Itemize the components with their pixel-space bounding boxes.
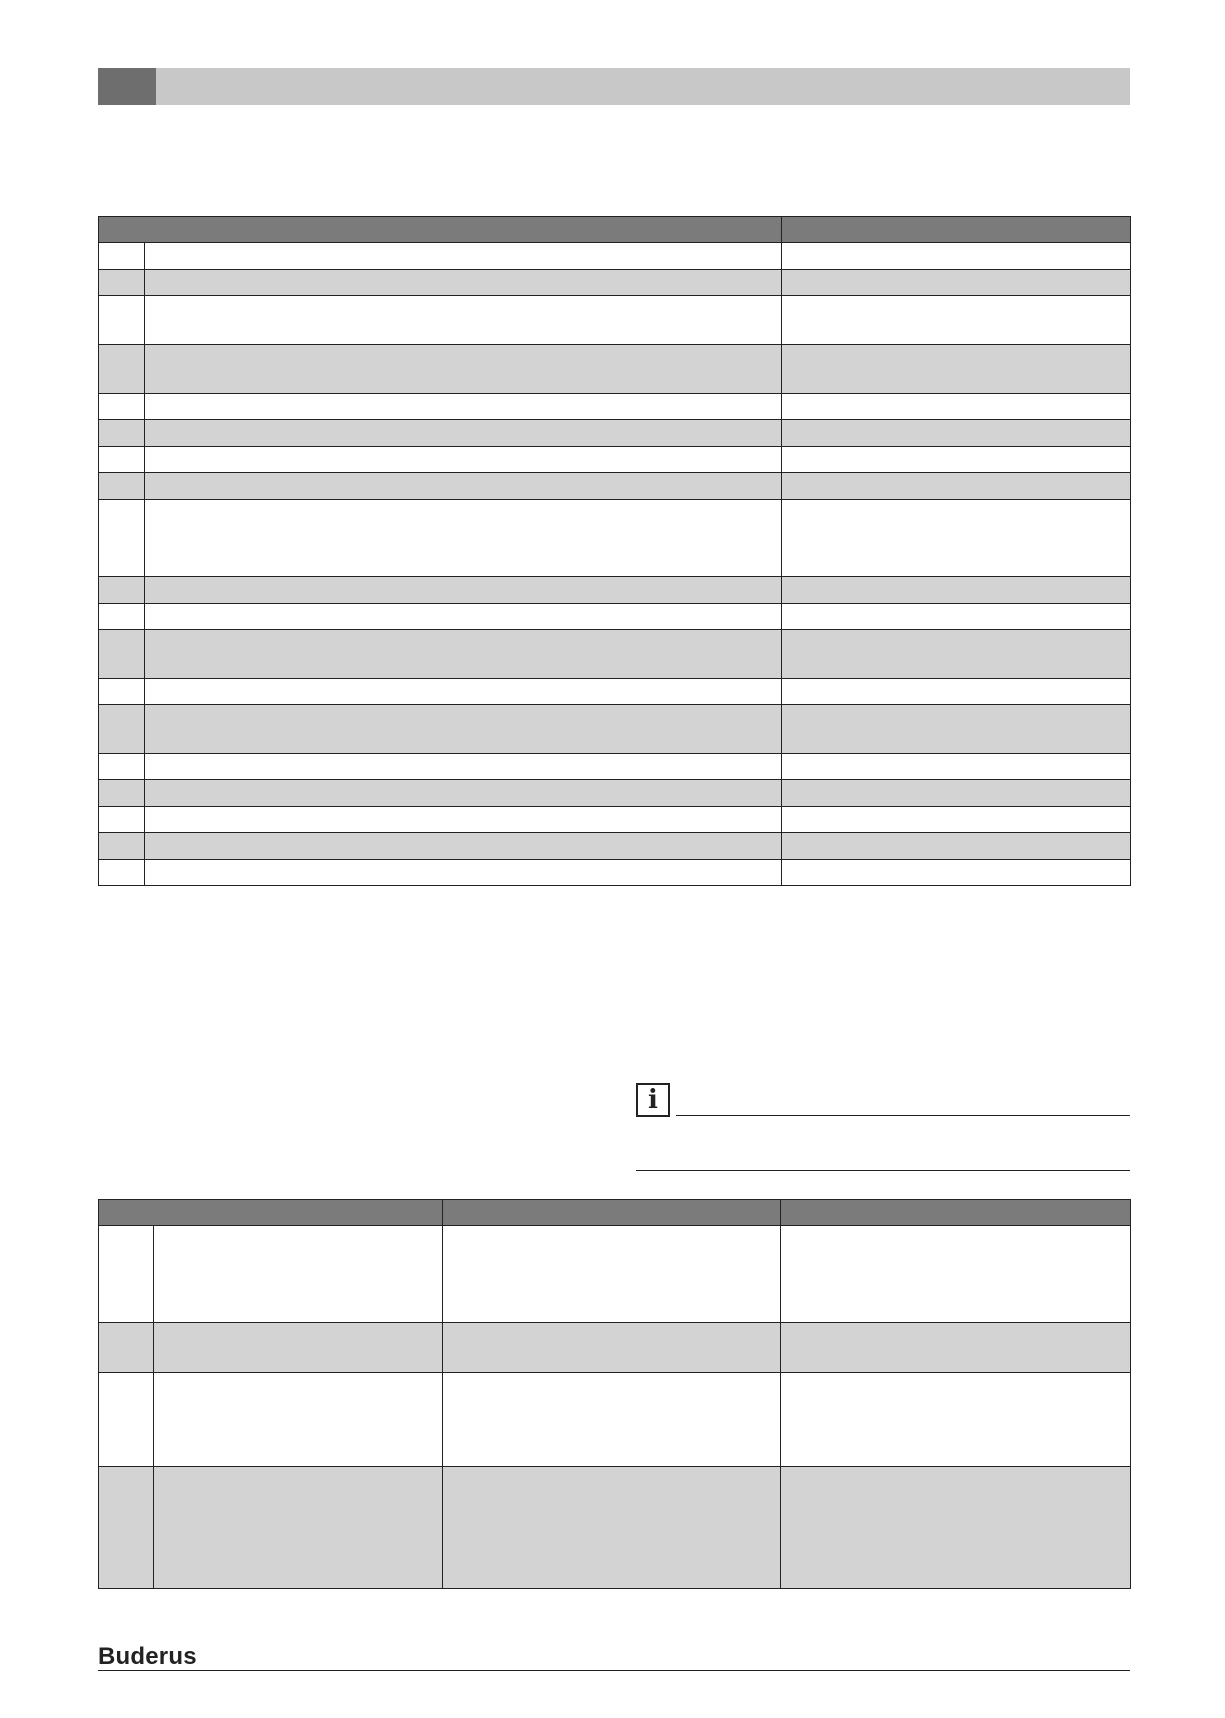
chapter-tab (98, 68, 156, 105)
table-row (99, 296, 1131, 345)
table-row (99, 1226, 1131, 1323)
row-number (99, 630, 145, 679)
row-number (99, 1373, 154, 1467)
row-number (99, 705, 145, 754)
row-value (782, 270, 1131, 296)
table-1-header-description (99, 217, 782, 243)
table-row (99, 243, 1131, 270)
row-number (99, 754, 145, 780)
info-note-rule-top (676, 1115, 1130, 1116)
table-row (99, 679, 1131, 705)
row-value (782, 296, 1131, 345)
row-text (145, 447, 782, 473)
table-row (99, 500, 1131, 577)
table-row (99, 754, 1131, 780)
row-number (99, 447, 145, 473)
table-2-header-col-1 (99, 1200, 443, 1226)
row-value (782, 705, 1131, 754)
table-row (99, 473, 1131, 500)
footer-rule (98, 1670, 1130, 1671)
row-text (145, 345, 782, 394)
row-value (782, 630, 1131, 679)
row-text (145, 807, 782, 833)
row-text (145, 705, 782, 754)
row-number (99, 604, 145, 630)
row-value (782, 473, 1131, 500)
table-row (99, 1373, 1131, 1467)
row-value (782, 679, 1131, 705)
row-text (145, 604, 782, 630)
row-text (145, 860, 782, 886)
row-text (145, 243, 782, 270)
table-row (99, 270, 1131, 296)
row-number (99, 780, 145, 807)
table-2-header-col-2 (443, 1200, 781, 1226)
row-cell (781, 1323, 1131, 1373)
row-cell (443, 1373, 781, 1467)
row-cell (154, 1467, 443, 1589)
row-number (99, 1323, 154, 1373)
row-text (145, 630, 782, 679)
table-2 (98, 1199, 1131, 1589)
table-row (99, 630, 1131, 679)
row-text (145, 270, 782, 296)
row-value (782, 754, 1131, 780)
row-cell (443, 1467, 781, 1589)
row-text (145, 394, 782, 420)
row-number (99, 500, 145, 577)
row-value (782, 447, 1131, 473)
row-cell (154, 1323, 443, 1373)
row-number (99, 243, 145, 270)
row-value (782, 243, 1131, 270)
table-1 (98, 216, 1131, 886)
row-number (99, 577, 145, 604)
row-cell (443, 1226, 781, 1323)
row-cell (781, 1467, 1131, 1589)
row-value (782, 604, 1131, 630)
row-text (145, 473, 782, 500)
row-value (782, 394, 1131, 420)
row-number (99, 679, 145, 705)
row-value (782, 780, 1131, 807)
table-row (99, 447, 1131, 473)
row-value (782, 860, 1131, 886)
row-number (99, 296, 145, 345)
row-text (145, 679, 782, 705)
row-text (145, 296, 782, 345)
table-row (99, 420, 1131, 447)
table-row (99, 833, 1131, 860)
table-row (99, 1467, 1131, 1589)
row-number (99, 420, 145, 447)
row-cell (154, 1226, 443, 1323)
row-text (145, 420, 782, 447)
row-text (145, 833, 782, 860)
row-text (145, 577, 782, 604)
info-icon: i (636, 1083, 670, 1117)
table-row (99, 577, 1131, 604)
row-number (99, 270, 145, 296)
row-number (99, 394, 145, 420)
row-cell (443, 1323, 781, 1373)
table-row (99, 345, 1131, 394)
row-number (99, 1467, 154, 1589)
info-note-rule-bottom (636, 1170, 1130, 1171)
table-1-header-value (782, 217, 1131, 243)
row-text (145, 754, 782, 780)
table-row (99, 780, 1131, 807)
row-value (782, 500, 1131, 577)
row-value (782, 420, 1131, 447)
brand-logo: Buderus (98, 1643, 197, 1670)
row-cell (154, 1373, 443, 1467)
header-bar (98, 68, 1130, 105)
row-number (99, 860, 145, 886)
table-2-header-col-3 (781, 1200, 1131, 1226)
table-row (99, 604, 1131, 630)
table-row (99, 1323, 1131, 1373)
row-number (99, 833, 145, 860)
row-text (145, 500, 782, 577)
row-value (782, 833, 1131, 860)
row-number (99, 807, 145, 833)
table-row (99, 394, 1131, 420)
row-number (99, 1226, 154, 1323)
row-cell (781, 1373, 1131, 1467)
row-text (145, 780, 782, 807)
table-row (99, 705, 1131, 754)
row-number (99, 473, 145, 500)
row-value (782, 577, 1131, 604)
row-cell (781, 1226, 1131, 1323)
table-row (99, 860, 1131, 886)
row-value (782, 345, 1131, 394)
table-row (99, 807, 1131, 833)
row-value (782, 807, 1131, 833)
row-number (99, 345, 145, 394)
